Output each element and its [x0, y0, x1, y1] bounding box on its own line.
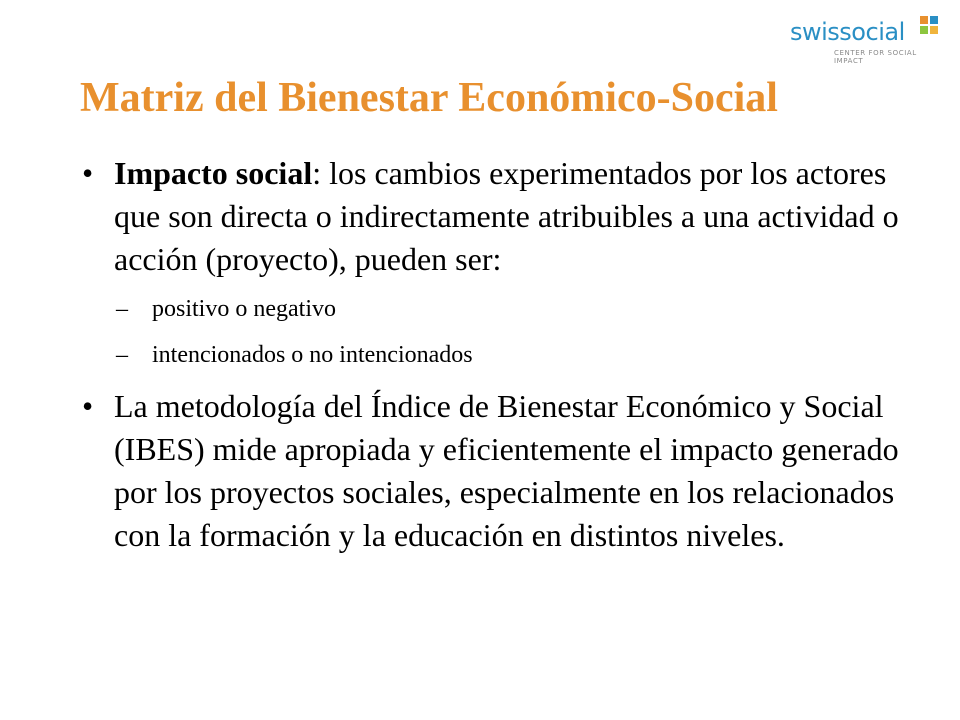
logo-square-yellow	[930, 26, 938, 34]
logo-square-green	[920, 26, 928, 34]
sub-dash: –	[116, 296, 128, 322]
sub-dash: –	[116, 342, 128, 368]
bullet-dot: •	[82, 388, 94, 424]
bullet-text: : los cambios experimentados por los actores que son directa o indirectamente atribuibles a una actividad o acción (proyecto), pueden ser:	[114, 155, 899, 277]
slide-title: Matriz del Bienestar Económico-Social	[80, 75, 778, 121]
sub-item-text: intencionados o no intencionados	[152, 342, 473, 368]
sub-list	[82, 293, 912, 371]
sub-item-positivo	[82, 293, 912, 325]
bullet-bold-term: Impacto social	[114, 155, 313, 191]
sub-item-text: positivo o negativo	[152, 296, 336, 322]
logo-squares-icon	[920, 16, 938, 34]
logo-wordmark: swissocial	[790, 18, 905, 46]
sub-item-intencionados	[82, 339, 912, 371]
logo-tagline: CENTER FOR SOCIAL IMPACT	[834, 49, 917, 65]
swissocial-logo	[790, 14, 938, 64]
bullet-impacto-social	[82, 152, 912, 281]
bullet-text: La metodología del Índice de Bienestar Económico y Social (IBES) mide apropiada y eficientemente el impacto generado por los proyectos sociales, especialmente en los relacionados con la formación y la educación en distintos niveles.	[114, 388, 899, 553]
bullet-metodologia-ibes	[82, 385, 912, 557]
logo-square-blue	[930, 16, 938, 24]
slide-body	[82, 152, 912, 561]
logo-square-orange	[920, 16, 928, 24]
bullet-dot: •	[82, 155, 94, 191]
